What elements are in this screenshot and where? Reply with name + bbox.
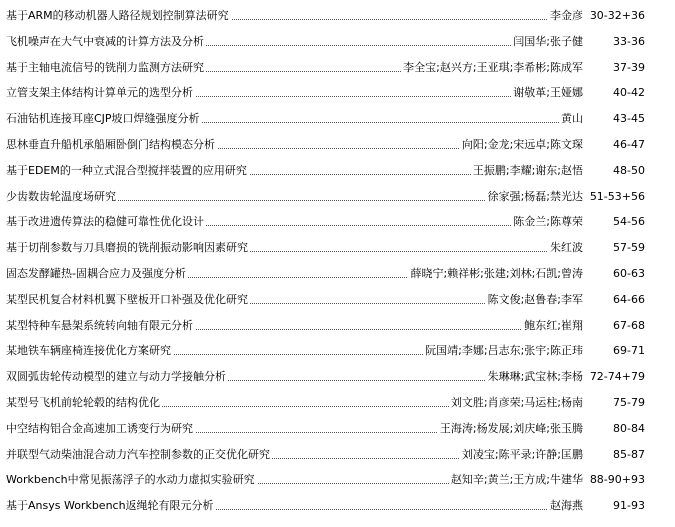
toc-entry[interactable] [0, 490, 675, 516]
entry-authors: 赵知辛;黄兰;王方成;牛建华 [450, 473, 583, 487]
entry-authors: 向阳;金龙;宋远卓;陈文琛 [461, 138, 583, 151]
entry-authors: 徐家强;杨磊;禁光达 [487, 189, 583, 203]
entry-title[interactable]: 基于Ansys Workbench返绳轮有限元分析 [6, 499, 214, 513]
toc-entry[interactable] [0, 0, 675, 26]
entry-pages: 51-53+56 [589, 189, 645, 203]
entry-title[interactable]: 某型特种车悬架系统转向轴有限元分析 [6, 318, 193, 332]
entry-authors: 鲍东红;崔翔 [524, 318, 583, 332]
entry-title[interactable]: 双圆弧齿轮传动模型的建立与动力学接触分析 [6, 370, 226, 384]
entry-pages: 75-79 [613, 396, 645, 409]
entry-authors: 李金彦 [550, 9, 583, 22]
entry-title[interactable]: 基于EDEM的一种立式混合型搅拌装置的应用研究 [6, 163, 247, 177]
entry-pages: 91-93 [613, 499, 645, 513]
toc-entry[interactable] [0, 439, 675, 465]
toc-entry[interactable] [0, 206, 675, 232]
toc-entry[interactable] [0, 155, 675, 181]
entry-authors: 陈文俊;赵鲁春;李军 [487, 292, 583, 306]
entry-authors: 陈金兰;陈尊荣 [513, 215, 583, 229]
entry-title[interactable]: 飞机噪声在大气中衰减的计算方法及分析 [6, 34, 204, 48]
entry-title[interactable]: 少齿数齿轮温度场研究 [6, 189, 116, 203]
entry-pages: 80-84 [613, 421, 645, 435]
entry-pages: 30-32+36 [589, 9, 645, 22]
toc-entry[interactable] [0, 361, 675, 387]
entry-title[interactable]: 思林垂直升船机承船厢卧倒门结构模态分析 [6, 138, 215, 151]
toc-entry[interactable] [0, 181, 675, 207]
entry-authors: 谢敬革;王娅娜 [513, 86, 583, 100]
entry-title[interactable]: 并联型气动柴油混合动力汽车控制参数的正交优化研究 [6, 447, 270, 461]
toc-entry[interactable] [0, 335, 675, 361]
entry-pages: 60-63 [613, 267, 645, 280]
entry-authors: 朱琳琳;武宝林;李杨 [487, 370, 583, 384]
entry-pages: 72-74+79 [589, 370, 645, 384]
entry-pages: 33-36 [613, 34, 645, 48]
entry-title[interactable]: 某型民机复合材料机翼下壁板开口补强及优化研究 [6, 292, 248, 306]
entry-authors: 王振鹏;李耀;谢东;赵悟 [472, 163, 583, 177]
entry-pages: 67-68 [613, 318, 645, 332]
entry-authors: 赵海燕 [550, 499, 583, 513]
entry-title[interactable]: 基于切削参数与刀具磨损的铣削振动影响因素研究 [6, 241, 248, 255]
toc-entry[interactable] [0, 77, 675, 103]
toc-entry[interactable] [0, 103, 675, 129]
entry-pages: 46-47 [613, 138, 645, 151]
entry-pages: 57-59 [613, 241, 645, 255]
entry-title[interactable]: 基于ARM的移动机器人路径规划控制算法研究 [6, 9, 229, 22]
toc-entry[interactable] [0, 284, 675, 310]
entry-title[interactable]: 立管支架主体结构计算单元的选型分析 [6, 86, 193, 100]
entry-authors: 阮国靖;李娜;吕志东;张宇;陈正玮 [425, 344, 583, 358]
entry-pages: 54-56 [613, 215, 645, 229]
toc-entry[interactable] [0, 310, 675, 336]
entry-authors: 闫国华;张子健 [513, 34, 583, 48]
toc-entry[interactable] [0, 387, 675, 413]
entry-title[interactable]: 基于改进遗传算法的稳健可靠性优化设计 [6, 215, 204, 229]
toc-entry[interactable] [0, 258, 675, 284]
entry-title[interactable]: 固态发酵罐热-固耦合应力及强度分析 [6, 267, 186, 280]
entry-title[interactable]: 中空结构铝合金高速加工诱变行为研究 [6, 421, 193, 435]
toc-entry[interactable] [0, 129, 675, 155]
entry-pages: 48-50 [613, 163, 645, 177]
entry-pages: 40-42 [613, 86, 645, 100]
entry-pages: 88-90+93 [589, 473, 645, 487]
entry-pages: 85-87 [613, 447, 645, 461]
entry-title[interactable]: 某型号飞机前轮轮毂的结构优化 [6, 396, 160, 409]
entry-pages: 69-71 [613, 344, 645, 358]
entry-title[interactable]: 某地铁车辆座椅连接优化方案研究 [6, 344, 171, 358]
entry-pages: 64-66 [613, 292, 645, 306]
toc-entry[interactable] [0, 464, 675, 490]
entry-authors: 薛晓宁;赖祥彬;张建;刘林;石凯;曾涛 [410, 267, 583, 280]
entry-pages: 43-45 [613, 112, 645, 126]
entry-pages: 37-39 [613, 60, 645, 74]
toc-entry[interactable] [0, 52, 675, 78]
entry-title[interactable]: Workbench中常见振荡浮子的水动力虚拟实验研究 [6, 473, 255, 487]
toc-entry[interactable] [0, 26, 675, 52]
entry-authors: 刘凌宝;陈平录;许静;匡鹏 [461, 447, 583, 461]
entry-authors: 朱红波 [550, 241, 583, 255]
toc-entry[interactable] [0, 413, 675, 439]
toc-entry[interactable] [0, 232, 675, 258]
entry-authors: 黄山 [561, 112, 583, 126]
entry-title[interactable]: 基于主轴电流信号的铣削力监测方法研究 [6, 60, 204, 74]
entry-authors: 王海涛;杨发展;刘庆峰;张玉腾 [439, 421, 583, 435]
entry-title[interactable]: 石油钻机连接耳座CJP坡口焊缝强度分析 [6, 112, 200, 126]
entry-authors: 刘文胜;肖彦荣;马运柱;杨南 [450, 396, 583, 409]
entry-authors: 李全宝;赵兴方;王亚琪;李希彬;陈成军 [403, 60, 583, 74]
